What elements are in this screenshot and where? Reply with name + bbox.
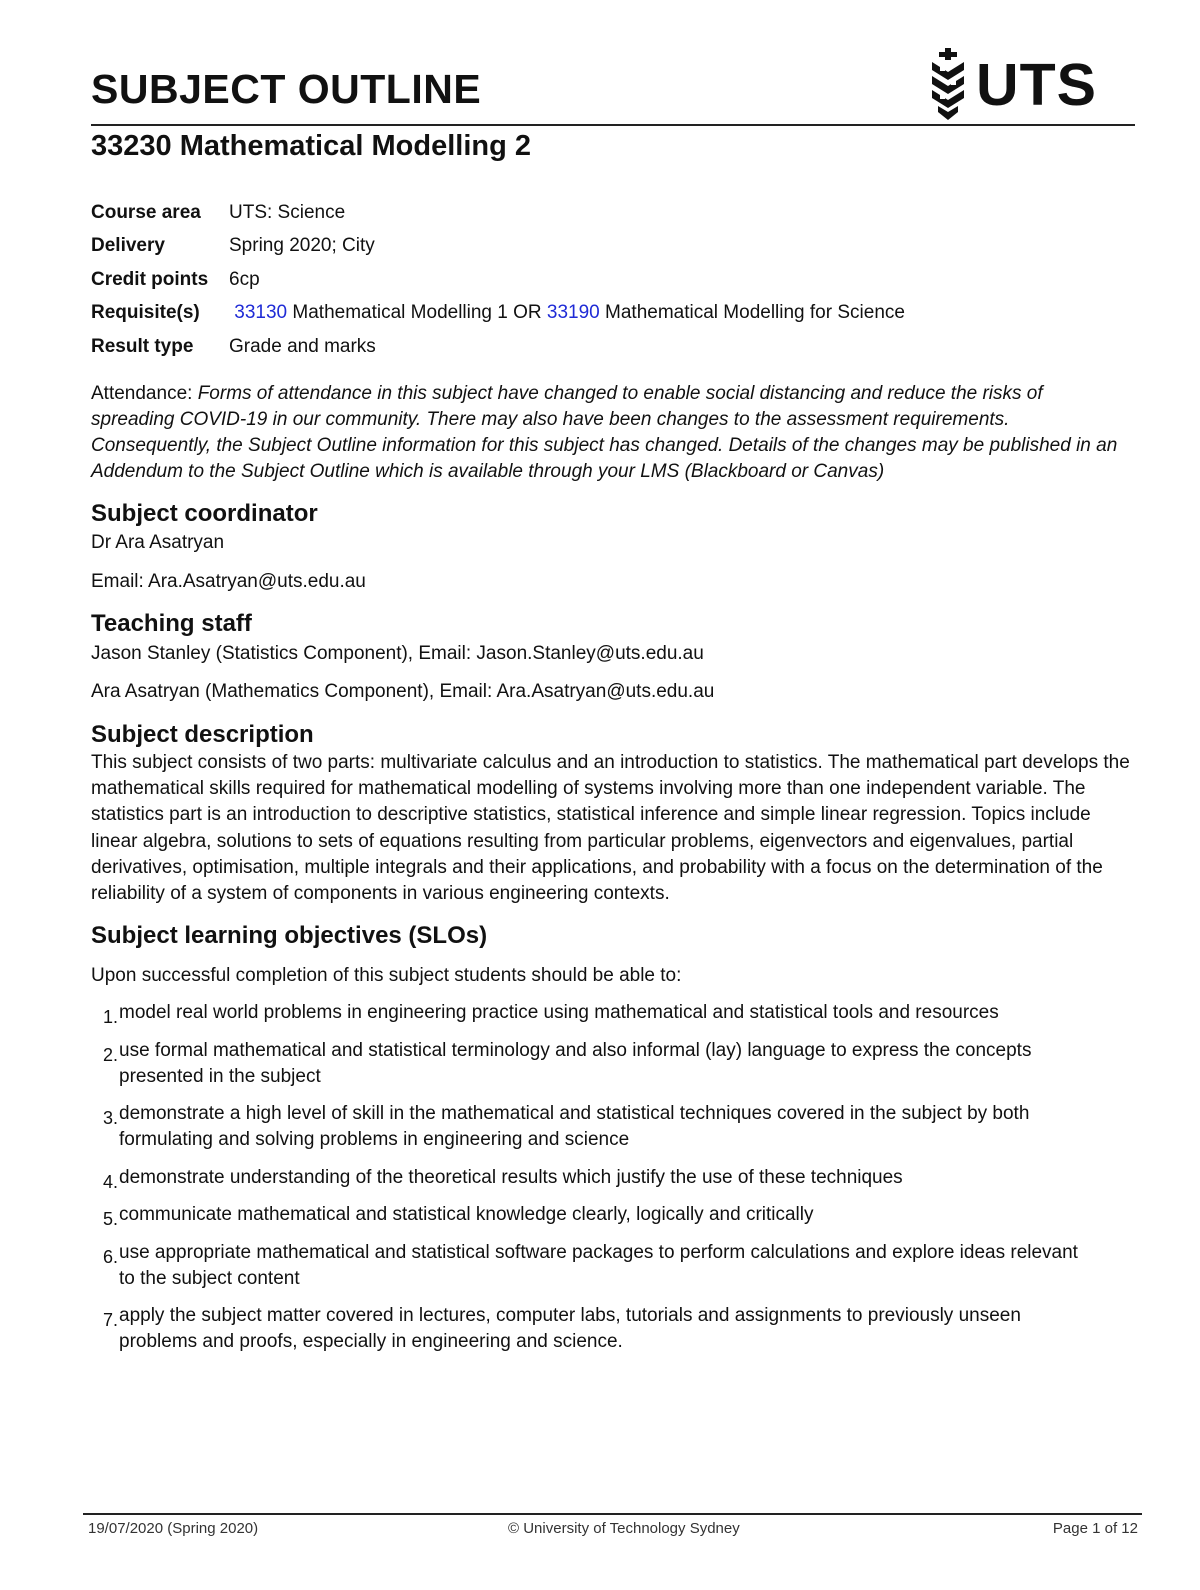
info-row-credit-points <box>91 263 905 297</box>
list-item-number: 2. <box>102 1045 118 1065</box>
list-item-number: 3. <box>102 1108 118 1128</box>
list-item-text: model real world problems in engineering practice using mathematical and statistical tools and resources <box>119 1002 999 1023</box>
attendance-notice <box>91 381 1131 485</box>
info-value: Grade and marks <box>229 335 376 357</box>
logo-text: UTS <box>976 51 1097 118</box>
list-item-text: demonstrate understanding of the theoretical results which justify the use of these techniques <box>119 1167 903 1188</box>
info-value: Spring 2020; City <box>229 235 375 257</box>
footer-divider <box>83 1513 1142 1515</box>
list-item-number: 6. <box>102 1247 118 1267</box>
requisite-link-33130[interactable]: 33130 <box>234 302 288 324</box>
info-row-requisites <box>91 297 905 331</box>
footer-date: 19/07/2020 (Spring 2020) <box>88 1520 259 1537</box>
teaching-staff-line: Ara Asatryan (Mathematics Component), Email: Ara.Asatryan@uts.edu.au <box>91 681 715 702</box>
uts-crest-icon <box>928 48 968 122</box>
objectives-heading: Subject learning objectives (SLOs) <box>91 922 488 949</box>
coordinator-name: Dr Ara Asatryan <box>91 532 225 553</box>
info-label: Delivery <box>91 235 165 257</box>
list-item <box>91 1303 1091 1355</box>
coordinator-email: Email: Ara.Asatryan@uts.edu.au <box>91 571 366 592</box>
footer-copyright: © University of Technology Sydney <box>508 1520 740 1537</box>
list-item-text: demonstrate a high level of skill in the mathematical and statistical techniques covered in the subject by both formulating and solving problems in engineering and science <box>119 1103 1030 1150</box>
list-item-text: communicate mathematical and statistical knowledge clearly, logically and critically <box>119 1204 814 1225</box>
list-item <box>91 1240 1091 1292</box>
requisite-link-33190[interactable]: 33190 <box>546 302 600 324</box>
attendance-label: Attendance: <box>91 383 198 404</box>
attendance-text: Forms of attendance in this subject have changed to enable social distancing and reduce the risks of spreading COVID-19 in our community. There may also have been changes to the assessment requirements. Consequently, the Subject Outline information for this subject has changed. Details of the changes may be published in an Addendum to the Subject Outline which is available through your LMS (Blackboard or Canvas) <box>91 383 1118 482</box>
requisite-text: Mathematical Modelling for Science <box>599 302 905 324</box>
uts-logo <box>928 48 1097 122</box>
list-item-text: apply the subject matter covered in lectures, computer labs, tutorials and assignments to previously unseen problems and proofs, especially in engineering and science. <box>119 1305 1021 1352</box>
list-item-number: 1. <box>102 1007 118 1027</box>
teaching-staff-line: Jason Stanley (Statistics Component), Email: Jason.Stanley@uts.edu.au <box>91 643 704 664</box>
list-item <box>91 1101 1091 1153</box>
info-label: Course area <box>91 201 201 223</box>
info-label: Credit points <box>91 268 209 290</box>
info-value: 6cp <box>229 268 260 290</box>
subject-info-table <box>91 196 905 364</box>
subject-title: 33230 Mathematical Modelling 2 <box>91 130 531 162</box>
description-text: This subject consists of two parts: multivariate calculus and an introduction to statistics. The mathematical part develops the mathematical skills required for mathematical modelling of systems involving more than one independent variable. The statistics part is an introduction to descriptive statistics, statistical inference and simple linear regression. Topics include linear algebra, solutions to sets of equations resulting from particular problems, eigenvectors and eigenvalues, partial derivatives, optimisation, multiple integrals and their applications, and probability with a focus on the determination of the reliability of a system of components in various engineering contexts. <box>91 752 1130 905</box>
document-title: SUBJECT OUTLINE <box>91 66 482 112</box>
info-label: Requisite(s) <box>91 302 200 324</box>
info-row-result-type <box>91 330 905 364</box>
info-label: Result type <box>91 335 194 357</box>
list-item-number: 7. <box>102 1310 118 1330</box>
list-item-number: 4. <box>102 1172 118 1192</box>
objectives-intro: Upon successful completion of this subject students should be able to: <box>91 965 682 986</box>
list-item-text: use formal mathematical and statistical terminology and also informal (lay) language to express the concepts presented in the subject <box>119 1040 1032 1087</box>
list-item <box>91 1000 1091 1030</box>
list-item-text: use appropriate mathematical and statistical software packages to perform calculations and explore ideas relevant to the subject content <box>119 1242 1078 1289</box>
info-row-delivery <box>91 230 905 264</box>
teaching-staff-heading: Teaching staff <box>91 610 252 637</box>
list-item <box>91 1038 1091 1090</box>
info-row-course-area <box>91 196 905 230</box>
list-item <box>91 1165 1091 1195</box>
description-heading: Subject description <box>91 721 314 748</box>
requisite-text: Mathematical Modelling 1 OR <box>287 302 547 324</box>
header-divider <box>91 124 1135 126</box>
list-item <box>91 1202 1091 1232</box>
info-value: UTS: Science <box>229 201 346 223</box>
footer-page-number: Page 1 of 12 <box>1052 1520 1138 1537</box>
coordinator-heading: Subject coordinator <box>91 500 318 527</box>
info-value <box>229 302 905 324</box>
list-item-number: 5. <box>102 1209 118 1229</box>
